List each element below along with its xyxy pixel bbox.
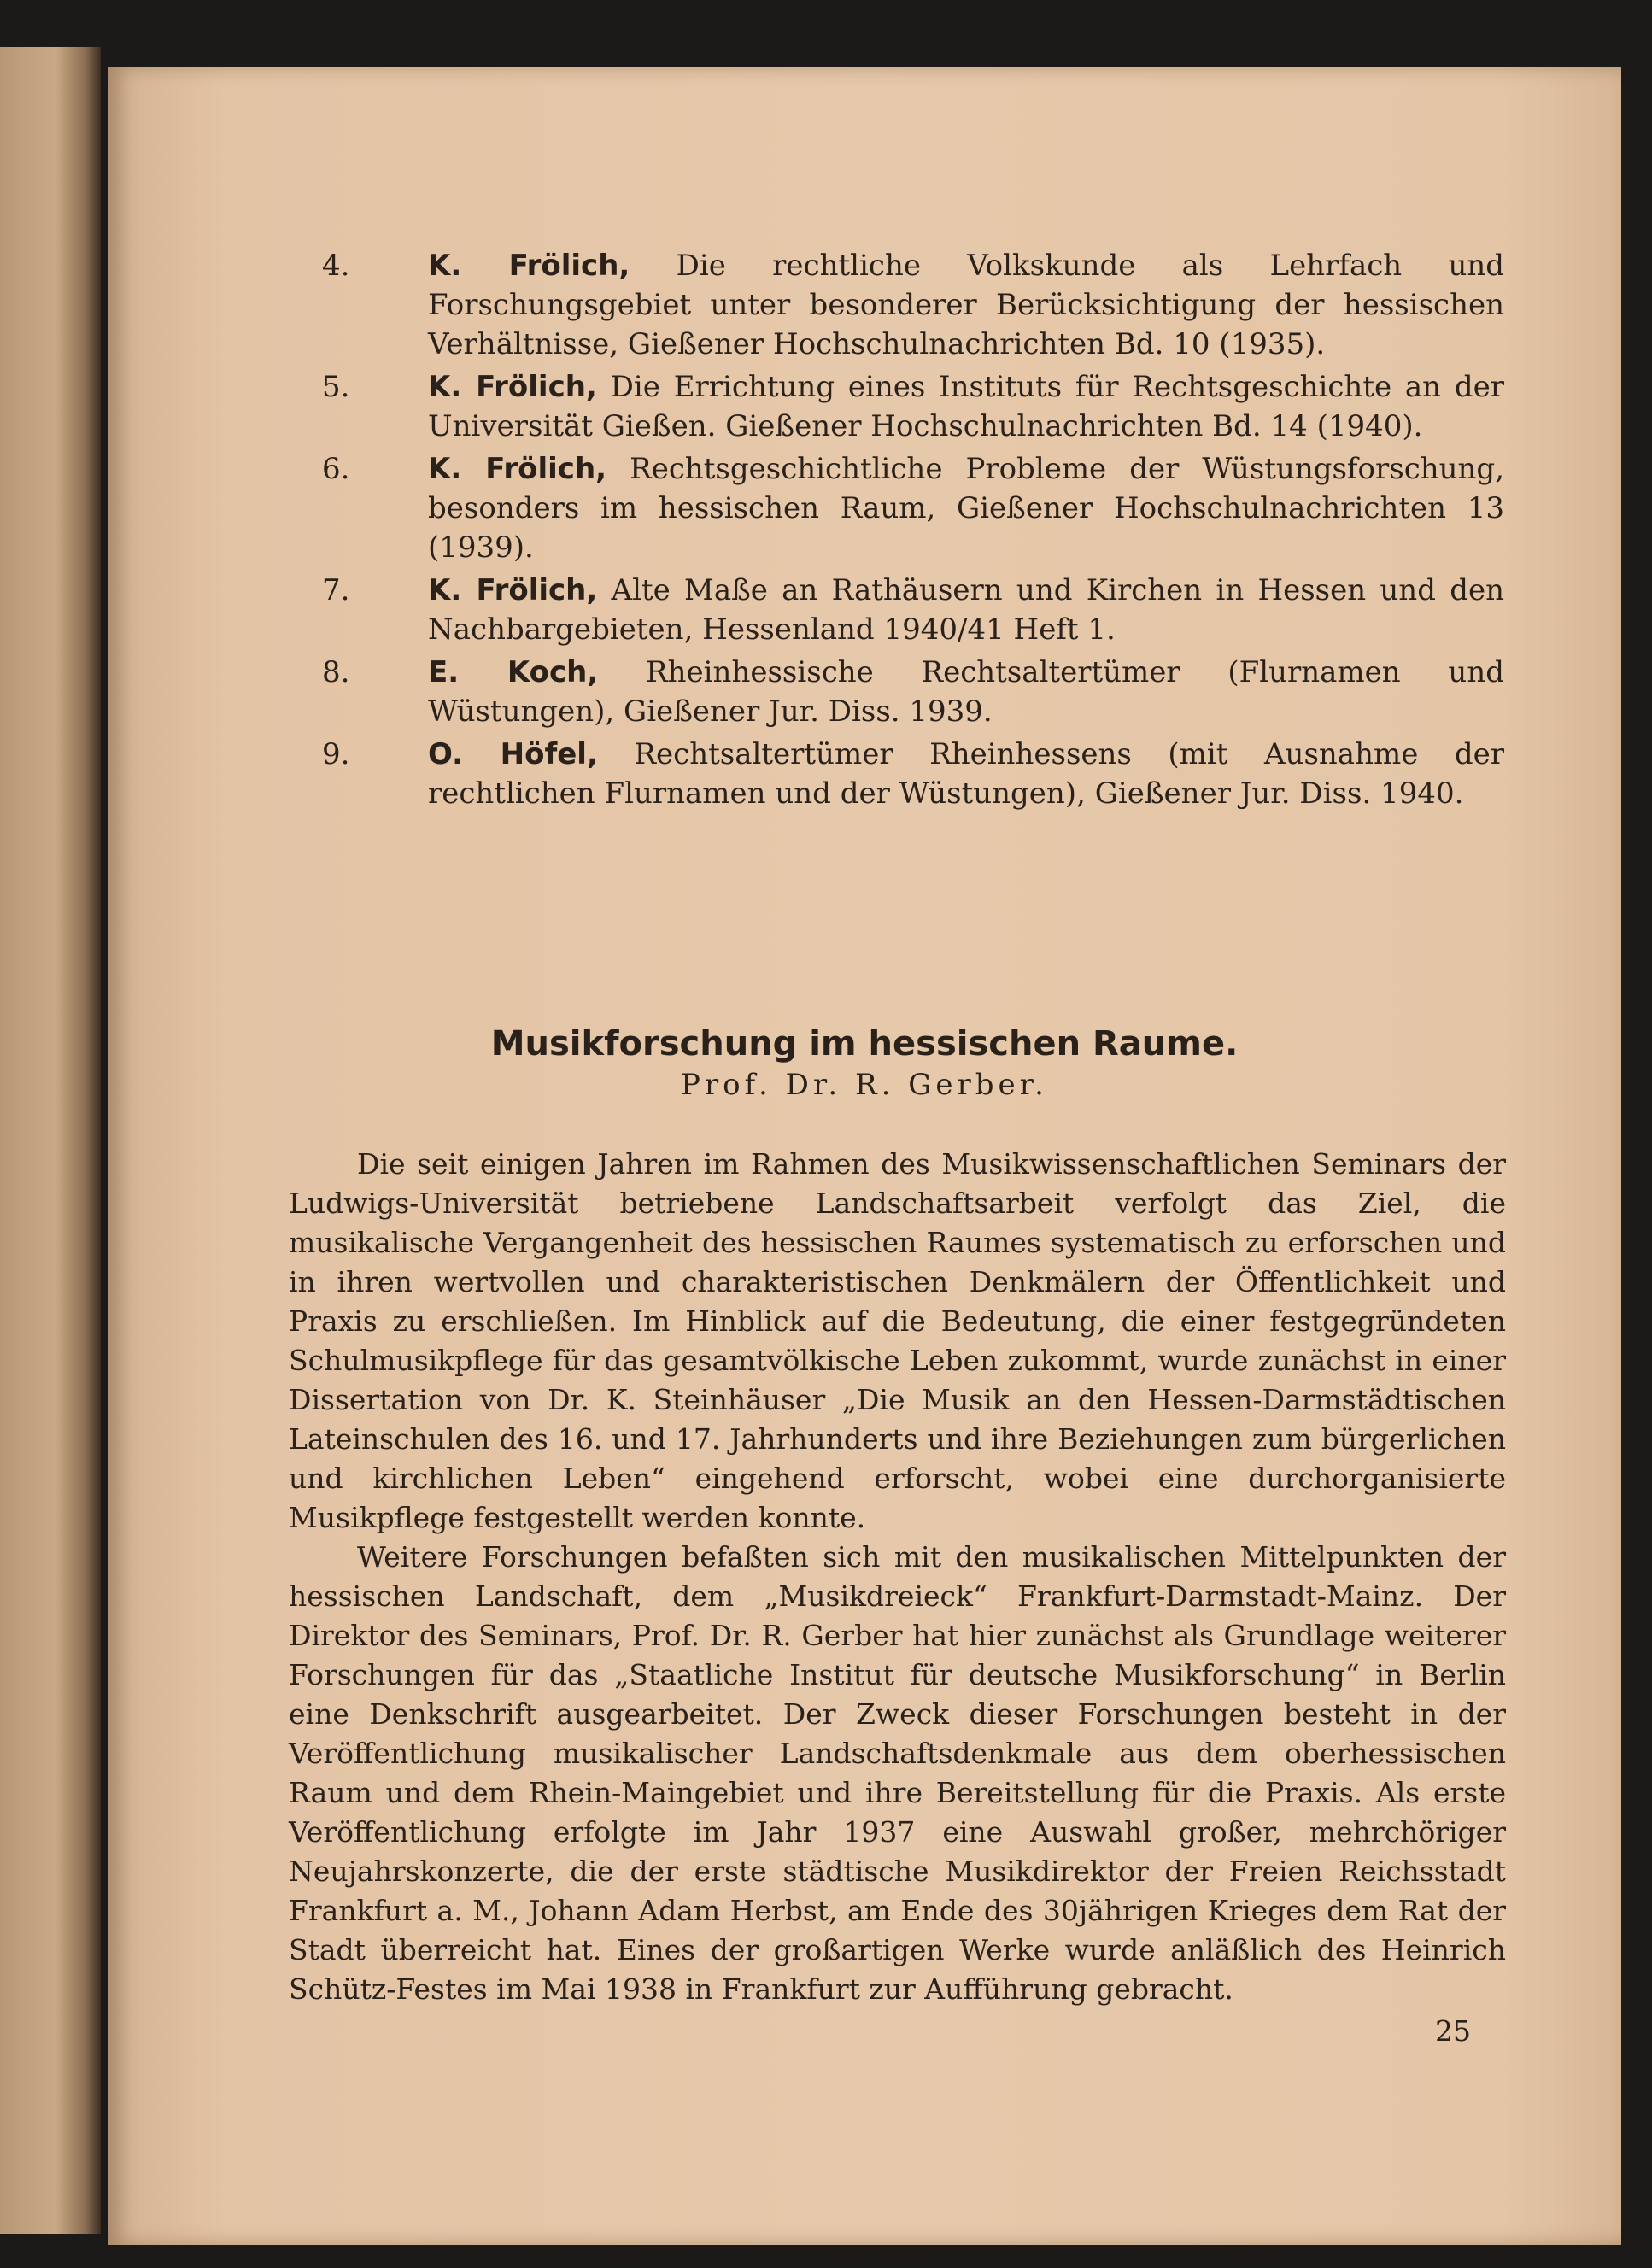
book-page <box>108 67 1621 2245</box>
reference-item <box>322 735 1505 813</box>
reference-item <box>322 653 1504 731</box>
reference-list <box>322 246 1505 817</box>
reference-number: 8. <box>322 655 350 689</box>
page-number: 25 <box>1435 2014 1471 2048</box>
reference-item <box>322 246 1505 364</box>
reference-author: E. Koch, <box>428 655 599 689</box>
paragraph: Die seit einigen Jahren im Rahmen des Musikwissenschaftlichen Seminars der Ludwigs-Universität betriebene Landschaftsarbeit verfolgt das Ziel, die musikalische Vergangenheit des hessischen Raumes systematisch zu erforschen und in ihren wertvollen und charakteristischen Denkmälern der Öffentlichkeit und Praxis zu erschließen. Im Hinblick auf die Bedeutung, die einer festgegründeten Schulmusikpflege für das gesamtvölkische Leben zukommt, wurde zunächst in einer Dissertation von Dr. K. Steinhäuser „Die Musik an den Hessen-Darmstädtischen Lateinschulen des 16. und 17. Jahrhunderts und ihre Beziehungen zum bürgerlichen und kirchlichen Leben“ eingehend erforscht, wobei eine durchorganisierte Musikpflege festgestellt werden konnte. <box>289 1147 1506 1534</box>
section-author: Prof. Dr. R. Gerber. <box>681 1068 1048 1102</box>
reference-text: Die Errichtung eines Instituts für Rechtsgeschichte an der Universität Gießen. Gießener Hochschulnachrichten Bd. 14 (1940). <box>428 370 1504 443</box>
reference-item <box>322 367 1504 446</box>
reference-author: K. Frölich, <box>428 573 598 607</box>
reference-number: 6. <box>322 452 350 486</box>
reference-text: Rheinhessische Rechtsaltertümer (Flurnamen und Wüstungen), Gießener Jur. Diss. 1939. <box>428 655 1504 729</box>
reference-author: K. Frölich, <box>428 452 607 486</box>
reference-author: K. Frölich, <box>428 370 597 404</box>
section-title: Musikforschung im hessischen Raume. <box>490 1024 1239 1064</box>
reference-number: 9. <box>322 737 350 771</box>
reference-text: Alte Maße an Rathäusern und Kirchen in Hessen und den Nachbargebieten, Hessenland 1940/41 Heft 1. <box>428 573 1504 647</box>
reference-text: Rechtsaltertümer Rheinhessens (mit Ausnahme der rechtlichen Flurnamen und der Wüstungen), Gießener Jur. Diss. 1940. <box>428 737 1505 811</box>
reference-text: Die rechtliche Volkskunde als Lehrfach und Forschungsgebiet unter besonderer Berücksichtigung der hessischen Verhältnisse, Gießener Hochschulnachrichten Bd. 10 (1935). <box>428 249 1505 361</box>
reference-number: 4. <box>322 249 350 283</box>
reference-item <box>322 571 1504 649</box>
reference-author: O. Höfel, <box>428 737 598 771</box>
paragraph: Weitere Forschungen befaßten sich mit den musikalischen Mittelpunkten der hessischen Landschaft, dem „Musikdreieck“ Frankfurt-Darmstadt-Mainz. Der Direktor des Seminars, Prof. Dr. R. Gerber hat hier zunächst als Grundlage weiterer Forschungen für das „Staatliche Institut für deutsche Musikforschung“ in Berlin eine Denkschrift ausgearbeitet. Der Zweck dieser Forschungen besteht in der Veröffentlichung musikalischer Landschaftsdenkmale aus dem oberhessischen Raum und dem Rhein-Maingebiet und ihre Bereitstellung für die Praxis. Als erste Veröffentlichung erfolgte im Jahr 1937 eine Auswahl großer, mehrchöriger Neujahrskonzerte, die der erste städtische Musikdirektor der Freien Reichsstadt Frankfurt a. M., Johann Adam Herbst, am Ende des 30jährigen Krieges dem Rat der Stadt überreicht hat. Eines der großartigen Werke wurde anläßlich des Heinrich Schütz-Festes im Mai 1938 in Frankfurt zur Aufführung gebracht. <box>289 1540 1506 2006</box>
reference-text: Rechtsgeschichtliche Probleme der Wüstungsforschung, besonders im hessischen Raum, Gießener Hochschulnachrichten 13 (1939). <box>428 452 1504 565</box>
body-text <box>289 1145 1506 2009</box>
reference-number: 7. <box>322 573 350 607</box>
previous-page-edge <box>0 47 101 2234</box>
reference-item <box>322 449 1504 567</box>
reference-number: 5. <box>322 370 350 404</box>
reference-author: K. Frölich, <box>428 249 630 283</box>
